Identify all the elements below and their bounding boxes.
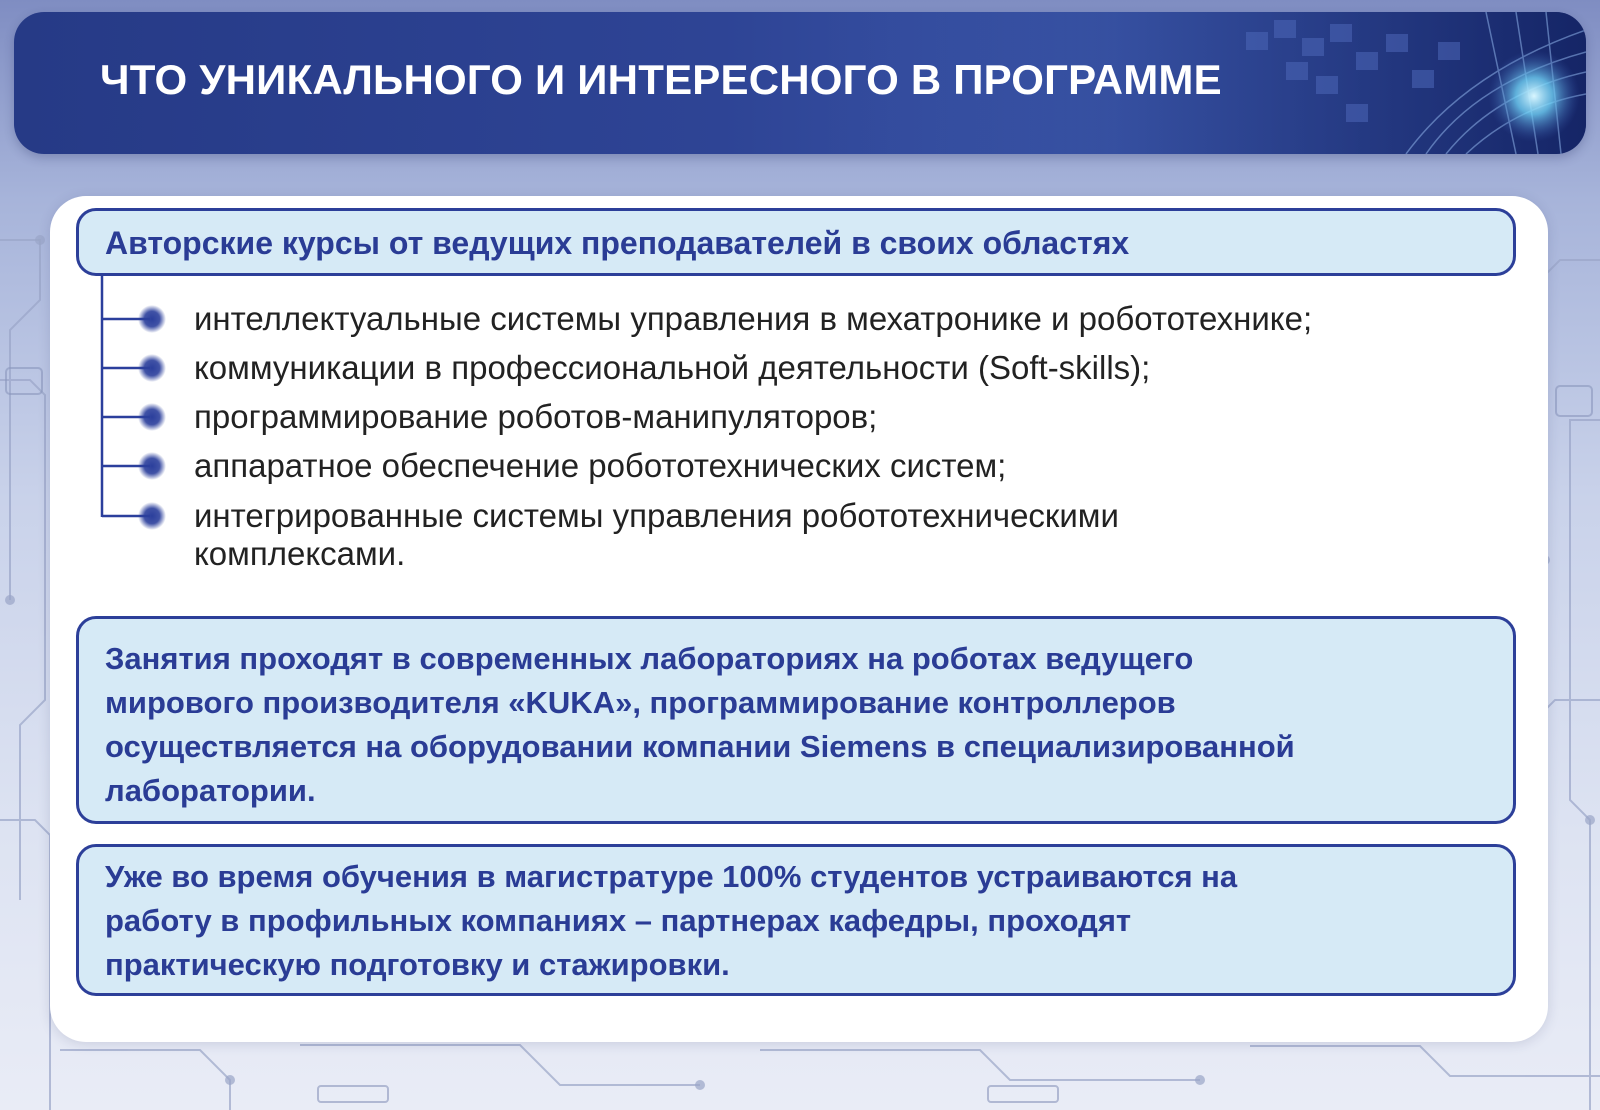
list-item: коммуникации в профессиональной деятельности (Soft-skills); <box>194 349 1151 386</box>
labs-info-box <box>76 616 1516 824</box>
labs-line: мирового производителя «KUKA», программирование контроллеров <box>105 685 1176 720</box>
list-item: интеллектуальные системы управления в мехатронике и робототехнике; <box>194 300 1313 337</box>
jobs-info-box <box>76 844 1516 996</box>
list-item: интегрированные системы управления робототехническими <box>194 497 1119 534</box>
bullet-tree <box>90 276 190 536</box>
labs-line: Занятия проходят в современных лабораториях на роботах ведущего <box>105 641 1194 676</box>
glowing-dot-icon <box>138 305 166 333</box>
list-item: аппаратное обеспечение робототехнических систем; <box>194 447 1007 484</box>
content-card <box>50 196 1548 1042</box>
jobs-line: практическую подготовку и стажировки. <box>105 947 730 982</box>
labs-line: осуществляется на оборудовании компании Siemens в специализированной <box>105 729 1295 764</box>
jobs-line: работу в профильных компаниях – партнерах кафедры, проходят <box>105 903 1132 938</box>
list-item-continuation: комплексами. <box>194 535 406 572</box>
labs-line: лаборатории. <box>105 773 316 808</box>
glowing-dot-icon <box>138 354 166 382</box>
glowing-dot-icon <box>138 502 166 530</box>
page-title: ЧТО УНИКАЛЬНОГО И ИНТЕРЕСНОГО В ПРОГРАММЕ <box>100 56 1222 103</box>
courses-heading-box <box>76 208 1516 276</box>
list-item: программирование роботов-манипуляторов; <box>194 398 878 435</box>
glowing-dot-icon <box>138 403 166 431</box>
header-banner <box>14 12 1586 154</box>
glowing-dot-icon <box>138 452 166 480</box>
courses-heading: Авторские курсы от ведущих преподавателей в своих областях <box>105 225 1130 261</box>
jobs-line: Уже во время обучения в магистратуре 100% студентов устраиваются на <box>105 859 1238 894</box>
